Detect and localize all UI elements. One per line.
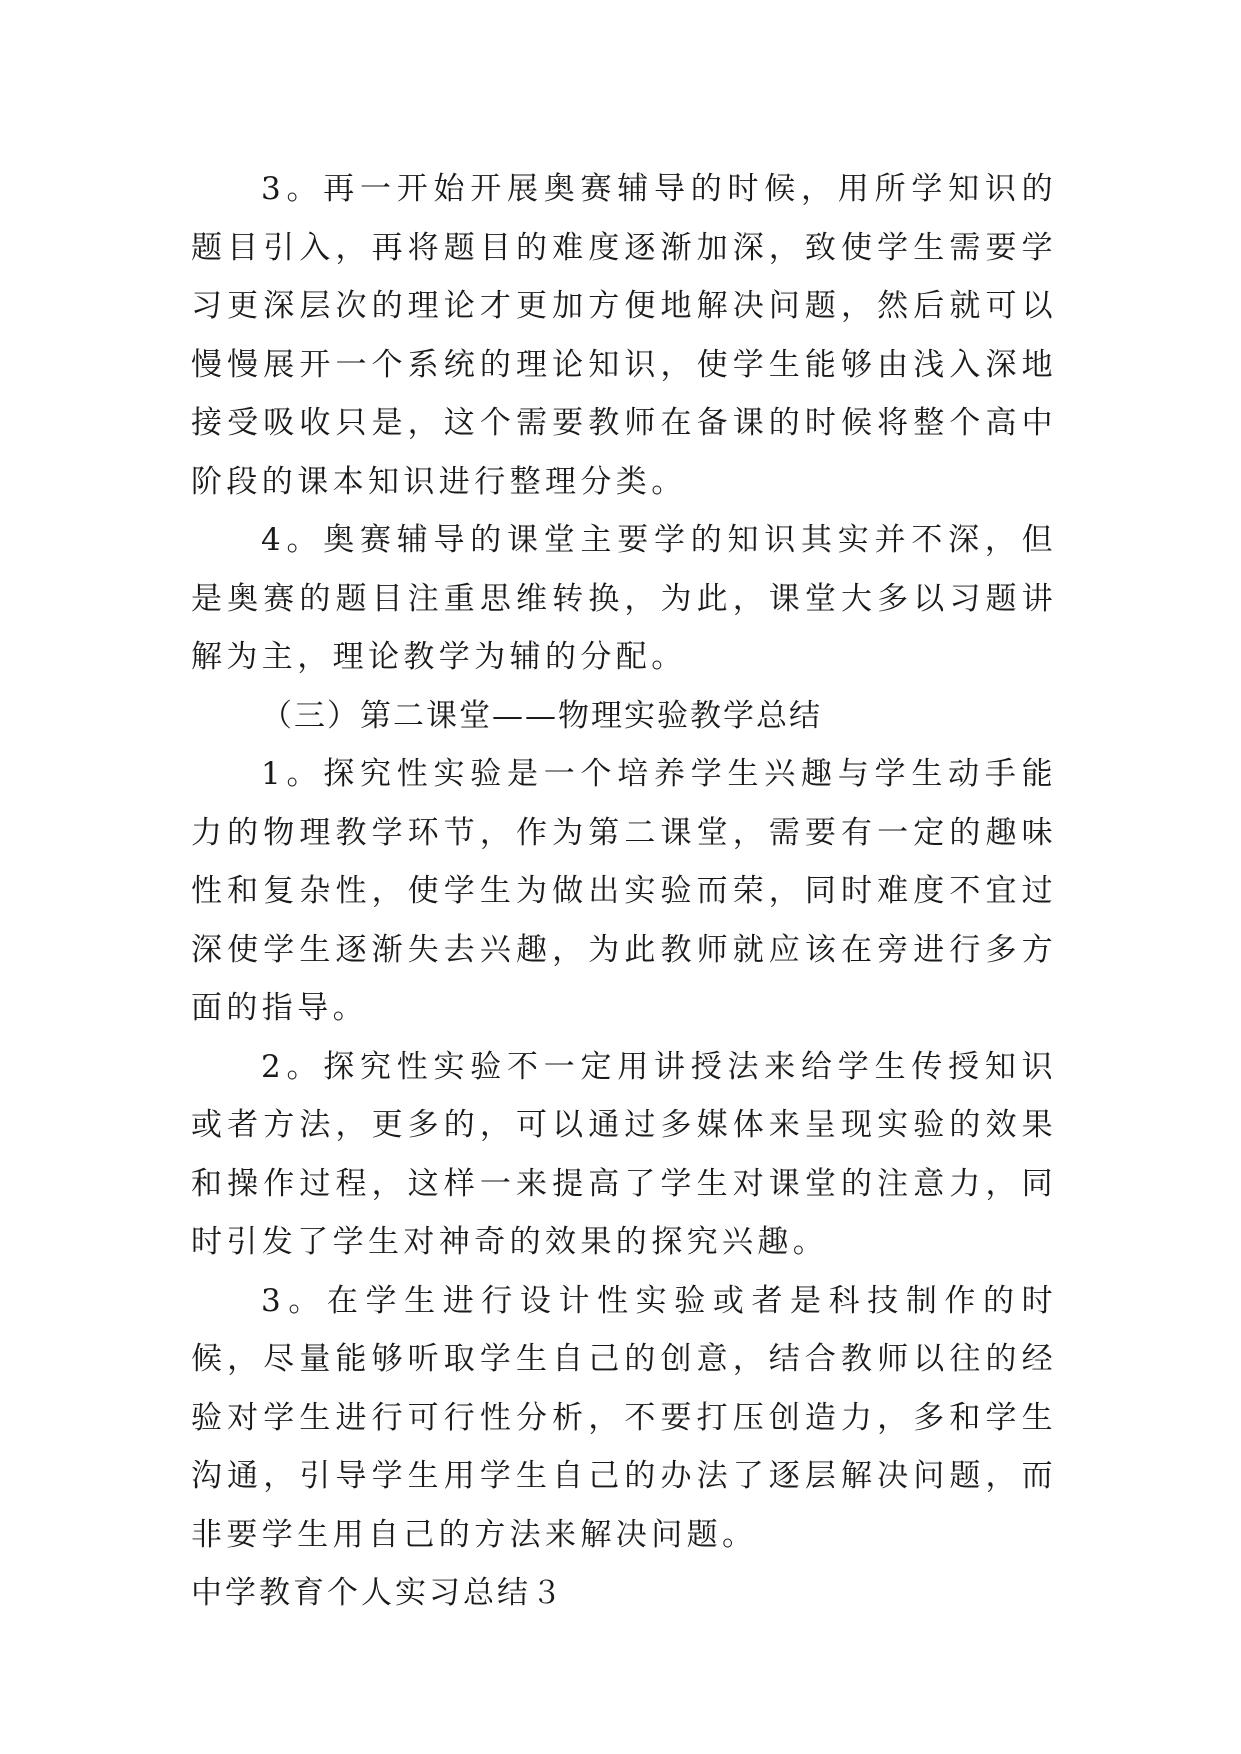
paragraph-experiment-2: 2。探究性实验不一定用讲授法来给学生传授知识或者方法，更多的，可以通过多媒体来呈现实验的效果和操作过程，这样一来提高了学生对课堂的注意力，同时引发了学生对神奇的效果的探究兴趣。 xyxy=(191,1048,1057,1260)
subheading-second-classroom: （三）第二课堂——物理实验教学总结 xyxy=(261,697,822,734)
paragraph-olympiad-3: 3。再一开始开展奥赛辅导的时候，用所学知识的题目引入，再将题目的难度逐渐加深，致使学生需要学习更深层次的理论才更加方便地解决问题，然后就可以慢慢展开一个系统的理论知识，使学生能够由浅入深地接受吸收只是，这个需要教师在备课的时候将整个高中阶段的课本知识进行整理分类。 xyxy=(191,171,1057,500)
document-body xyxy=(191,160,1057,1623)
paragraph-experiment-1: 1。探究性实验是一个培养学生兴趣与学生动手能力的物理教学环节，作为第二课堂，需要有一定的趣味性和复杂性，使学生为做出实验而荣，同时难度不宜过深使学生逐渐失去兴趣，为此教师就应该在旁进行多方面的指导。 xyxy=(191,756,1057,1026)
paragraph-olympiad-4: 4。奥赛辅导的课堂主要学的知识其实并不深，但是奥赛的题目注重思维转换，为此，课堂大多以习题讲解为主，理论教学为辅的分配。 xyxy=(191,522,1057,675)
paragraph-experiment-3: 3。在学生进行设计性实验或者是科技制作的时候，尽量能够听取学生自己的创意，结合教师以往的经验对学生进行可行性分析，不要打压创造力，多和学生沟通，引导学生用学生自己的办法了逐层解决问题，而非要学生用自己的方法来解决问题。 xyxy=(191,1282,1057,1553)
section-title: 中学教育个人实习总结３ xyxy=(191,1575,565,1611)
